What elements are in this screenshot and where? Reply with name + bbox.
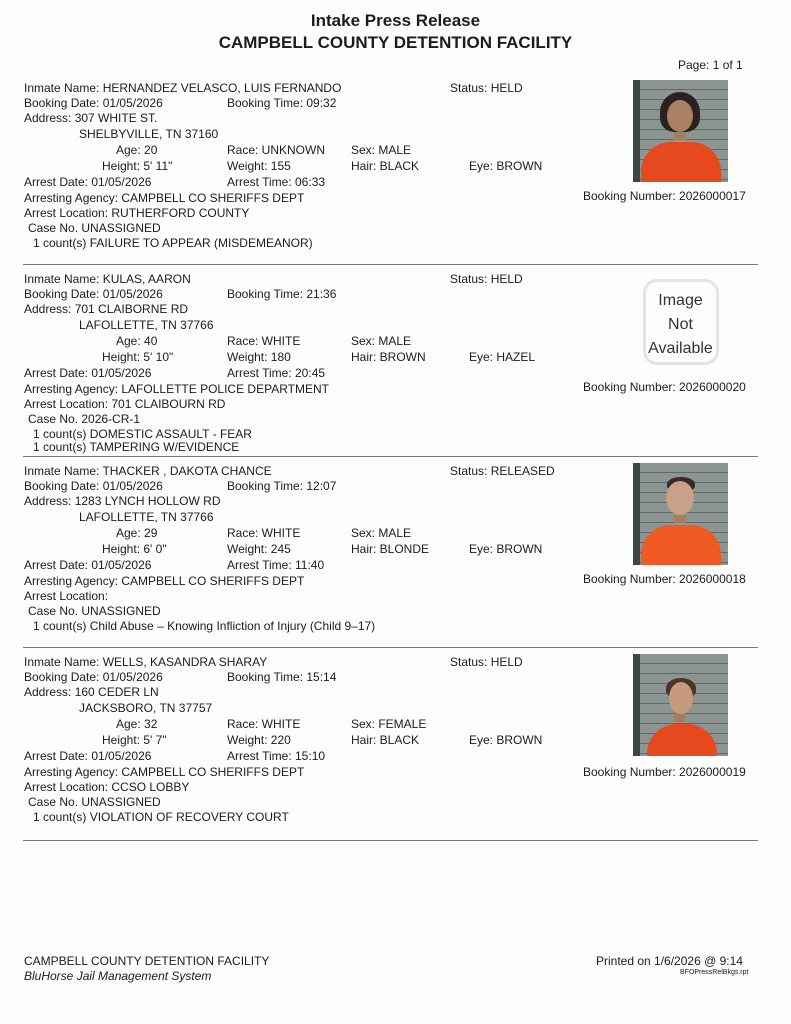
footer-system: BluHorse Jail Management System [24, 969, 212, 983]
address-line2: LAFOLLETTE, TN 37766 [79, 510, 214, 524]
case-number: Case No. UNASSIGNED [28, 221, 161, 235]
age: Age: 29 [116, 526, 158, 540]
mugshot-photo [633, 463, 728, 565]
booking-time: Booking Time: 12:07 [227, 479, 337, 493]
arresting-agency: Arresting Agency: CAMPBELL CO SHERIFFS DEPT [24, 574, 305, 588]
weight: Weight: 220 [227, 733, 291, 747]
arrest-location: Arrest Location: [24, 589, 109, 603]
printed-timestamp: Printed on 1/6/2026 @ 9:14 [596, 954, 743, 968]
record-divider [23, 456, 758, 457]
image-not-available-placeholder [633, 271, 728, 373]
race: Race: WHITE [227, 526, 301, 540]
address-line1: Address: 160 CEDER LN [24, 685, 159, 699]
page-number: Page: 1 of 1 [678, 58, 743, 72]
arresting-agency: Arresting Agency: LAFOLLETTE POLICE DEPARTMENT [24, 382, 329, 396]
hair: Hair: BLACK [351, 159, 420, 173]
inmate-name: Inmate Name: KULAS, AARON [24, 272, 191, 286]
booking-date: Booking Date: 01/05/2026 [24, 96, 163, 110]
booking-date: Booking Date: 01/05/2026 [24, 670, 163, 684]
booking-time: Booking Time: 21:36 [227, 287, 337, 301]
address-line2: JACKSBORO, TN 37757 [79, 701, 213, 715]
height: Height: 5' 10" [102, 350, 174, 364]
charge: 1 count(s) FAILURE TO APPEAR (MISDEMEANOR) [33, 236, 313, 250]
inmate-record [0, 655, 791, 845]
arresting-agency: Arresting Agency: CAMPBELL CO SHERIFFS DEPT [24, 191, 305, 205]
eye: Eye: BROWN [469, 542, 543, 556]
address-line2: SHELBYVILLE, TN 37160 [79, 127, 219, 141]
arrest-date: Arrest Date: 01/05/2026 [24, 749, 152, 763]
arrest-time: Arrest Time: 06:33 [227, 175, 326, 189]
placeholder-text: Available [648, 340, 713, 357]
arrest-time: Arrest Time: 15:10 [227, 749, 326, 763]
address-line2: LAFOLLETTE, TN 37766 [79, 318, 214, 332]
booking-number: Booking Number: 2026000017 [583, 189, 746, 203]
booking-date: Booking Date: 01/05/2026 [24, 287, 163, 301]
inmate-status: Status: RELEASED [450, 464, 555, 478]
booking-time: Booking Time: 15:14 [227, 670, 337, 684]
race: Race: UNKNOWN [227, 143, 326, 157]
eye: Eye: HAZEL [469, 350, 536, 364]
race: Race: WHITE [227, 334, 301, 348]
inmate-status: Status: HELD [450, 81, 523, 95]
inmate-name: Inmate Name: THACKER , DAKOTA CHANCE [24, 464, 272, 478]
document-title: Intake Press Release [310, 11, 481, 30]
case-number: Case No. UNASSIGNED [28, 604, 161, 618]
arrest-location: Arrest Location: 701 CLAIBOURN RD [24, 397, 226, 411]
age: Age: 40 [116, 334, 158, 348]
hair: Hair: BLONDE [351, 542, 430, 556]
booking-date: Booking Date: 01/05/2026 [24, 479, 163, 493]
arrest-time: Arrest Time: 11:40 [227, 558, 325, 572]
record-divider [23, 840, 758, 841]
placeholder-text: Image [658, 292, 703, 309]
eye: Eye: BROWN [469, 733, 543, 747]
inmate-record [0, 464, 791, 654]
hair: Hair: BLACK [351, 733, 420, 747]
placeholder-text: Not [668, 316, 693, 333]
address-line1: Address: 307 WHITE ST. [24, 111, 158, 125]
sex: Sex: MALE [351, 334, 412, 348]
booking-time: Booking Time: 09:32 [227, 96, 337, 110]
inmate-name: Inmate Name: HERNANDEZ VELASCO, LUIS FERNANDO [24, 81, 342, 95]
race: Race: WHITE [227, 717, 301, 731]
arrest-location: Arrest Location: RUTHERFORD COUNTY [24, 206, 250, 220]
age: Age: 20 [116, 143, 158, 157]
weight: Weight: 180 [227, 350, 291, 364]
address-line1: Address: 701 CLAIBORNE RD [24, 302, 189, 316]
mugshot-photo [633, 654, 728, 756]
weight: Weight: 245 [227, 542, 291, 556]
age: Age: 32 [116, 717, 158, 731]
arrest-time: Arrest Time: 20:45 [227, 366, 326, 380]
inmate-status: Status: HELD [450, 655, 523, 669]
sex: Sex: MALE [351, 143, 412, 157]
arrest-date: Arrest Date: 01/05/2026 [24, 366, 152, 380]
sex: Sex: FEMALE [351, 717, 427, 731]
report-filename: BFOPressRelBkgs.rpt [680, 969, 749, 976]
arrest-date: Arrest Date: 01/05/2026 [24, 558, 152, 572]
arresting-agency: Arresting Agency: CAMPBELL CO SHERIFFS DEPT [24, 765, 305, 779]
height: Height: 6' 0" [102, 542, 167, 556]
case-number: Case No. 2026-CR-1 [28, 412, 141, 426]
record-divider [23, 264, 758, 265]
sex: Sex: MALE [351, 526, 412, 540]
address-line1: Address: 1283 LYNCH HOLLOW RD [24, 494, 221, 508]
inmate-name: Inmate Name: WELLS, KASANDRA SHARAY [24, 655, 268, 669]
footer-facility: CAMPBELL COUNTY DETENTION FACILITY [24, 954, 270, 968]
record-divider [23, 647, 758, 648]
booking-number: Booking Number: 2026000019 [583, 765, 746, 779]
charge: 1 count(s) VIOLATION OF RECOVERY COURT [33, 810, 289, 824]
charge: 1 count(s) Child Abuse – Knowing Infliction of Injury (Child 9–17) [33, 619, 376, 633]
height: Height: 5' 11" [102, 159, 173, 173]
height: Height: 5' 7" [102, 733, 167, 747]
inmate-status: Status: HELD [450, 272, 523, 286]
inmate-record [0, 81, 791, 271]
inmate-record [0, 272, 791, 462]
charge: 1 count(s) DOMESTIC ASSAULT - FEAR [33, 427, 252, 441]
mugshot-photo [633, 80, 728, 182]
arrest-date: Arrest Date: 01/05/2026 [24, 175, 152, 189]
booking-number: Booking Number: 2026000020 [583, 380, 746, 394]
charge: 1 count(s) TAMPERING W/EVIDENCE [33, 440, 240, 454]
case-number: Case No. UNASSIGNED [28, 795, 161, 809]
booking-number: Booking Number: 2026000018 [583, 572, 746, 586]
hair: Hair: BROWN [351, 350, 426, 364]
eye: Eye: BROWN [469, 159, 543, 173]
facility-name: CAMPBELL COUNTY DETENTION FACILITY [218, 33, 573, 52]
weight: Weight: 155 [227, 159, 291, 173]
arrest-location: Arrest Location: CCSO LOBBY [24, 780, 190, 794]
